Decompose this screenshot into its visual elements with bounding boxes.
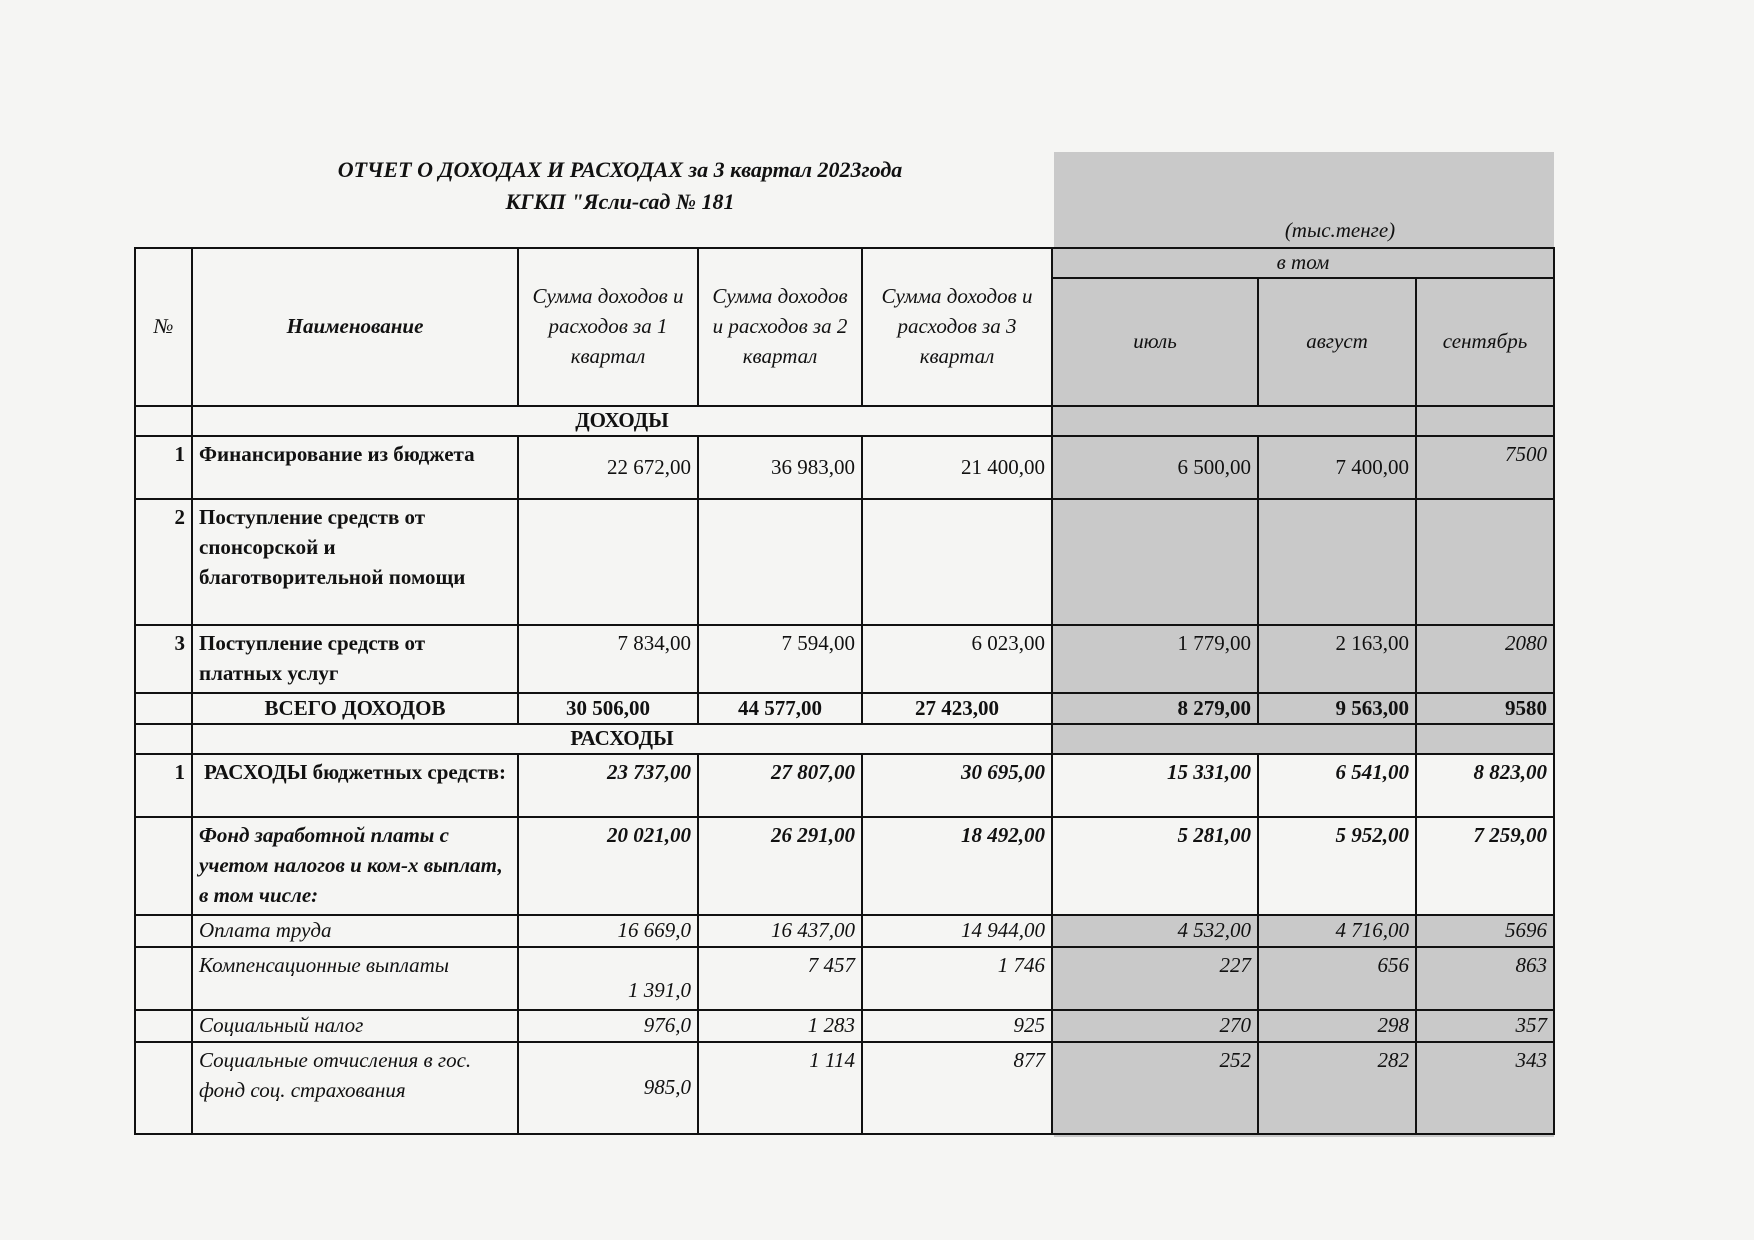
table-cell: 16 437,00 bbox=[698, 915, 862, 947]
header-name: Наименование bbox=[192, 248, 518, 406]
table-cell bbox=[698, 499, 862, 625]
table-cell: 6 541,00 bbox=[1258, 754, 1416, 817]
table-cell: 5 281,00 bbox=[1052, 817, 1258, 914]
table-cell bbox=[135, 406, 192, 436]
unit-label: (тыс.тенге) bbox=[1284, 218, 1396, 242]
table-cell: 30 506,00 bbox=[518, 693, 698, 725]
table-cell: 282 bbox=[1258, 1042, 1416, 1134]
table-row bbox=[135, 947, 1554, 1010]
table-cell: 7 594,00 bbox=[698, 625, 862, 693]
header-q3: Сумма доходов и расходов за 3 квартал bbox=[862, 248, 1052, 406]
table-cell: Поступление средств от платных услуг bbox=[192, 625, 518, 693]
table-cell: 27 807,00 bbox=[698, 754, 862, 817]
table-cell: 5696 bbox=[1416, 915, 1554, 947]
table-cell: 44 577,00 bbox=[698, 693, 862, 725]
table-cell: 5 952,00 bbox=[1258, 817, 1416, 914]
table-cell bbox=[1052, 406, 1416, 436]
table-cell: 298 bbox=[1258, 1010, 1416, 1042]
table-cell: 2 bbox=[135, 499, 192, 625]
table-cell: 30 695,00 bbox=[862, 754, 1052, 817]
table-cell bbox=[1052, 724, 1416, 754]
table-cell bbox=[1052, 499, 1258, 625]
table-cell: 985,0 bbox=[518, 1042, 698, 1134]
table-cell: 7 457 bbox=[698, 947, 862, 1010]
table-cell: 227 bbox=[1052, 947, 1258, 1010]
table-cell: 4 532,00 bbox=[1052, 915, 1258, 947]
table-cell: Финансирование из бюджета bbox=[192, 436, 518, 499]
income-total-row bbox=[135, 693, 1554, 725]
table-cell: 16 669,0 bbox=[518, 915, 698, 947]
table-cell: 7 400,00 bbox=[1258, 436, 1416, 499]
table-cell: РАСХОДЫ бюджетных средств: bbox=[192, 754, 518, 817]
table-cell: 357 bbox=[1416, 1010, 1554, 1042]
table-row bbox=[135, 499, 1554, 625]
header-july: июль bbox=[1052, 278, 1258, 406]
table-row bbox=[135, 1042, 1554, 1134]
table-cell: 9 563,00 bbox=[1258, 693, 1416, 725]
table-cell bbox=[135, 1010, 192, 1042]
table-cell: ВСЕГО ДОХОДОВ bbox=[192, 693, 518, 725]
table-cell: 7500 bbox=[1416, 436, 1554, 499]
table-cell: 8 823,00 bbox=[1416, 754, 1554, 817]
income-section-title: ДОХОДЫ bbox=[192, 406, 1052, 436]
table-cell bbox=[135, 915, 192, 947]
table-cell: 1 779,00 bbox=[1052, 625, 1258, 693]
table-cell: 1 283 bbox=[698, 1010, 862, 1042]
table-cell: 877 bbox=[862, 1042, 1052, 1134]
table-cell bbox=[135, 947, 192, 1010]
table-cell bbox=[135, 817, 192, 914]
table-cell: 1 746 bbox=[862, 947, 1052, 1010]
table-cell: 1 bbox=[135, 754, 192, 817]
organization-name: КГКП "Ясли-сад № 181 bbox=[505, 189, 735, 214]
table-cell: 925 bbox=[862, 1010, 1052, 1042]
table-cell: 270 bbox=[1052, 1010, 1258, 1042]
table-cell: 343 bbox=[1416, 1042, 1554, 1134]
header-q1: Сумма доходов и расходов за 1 квартал bbox=[518, 248, 698, 406]
table-cell: 20 021,00 bbox=[518, 817, 698, 914]
table-cell bbox=[1258, 499, 1416, 625]
table-row bbox=[135, 817, 1554, 914]
table-row bbox=[135, 1010, 1554, 1042]
table-cell: 22 672,00 bbox=[518, 436, 698, 499]
header-num: № bbox=[135, 248, 192, 406]
table-row bbox=[135, 915, 1554, 947]
table-row bbox=[135, 436, 1554, 499]
table-cell: 21 400,00 bbox=[862, 436, 1052, 499]
table-cell: 6 023,00 bbox=[862, 625, 1052, 693]
table-row bbox=[135, 625, 1554, 693]
table-cell: 976,0 bbox=[518, 1010, 698, 1042]
table-cell: 2 163,00 bbox=[1258, 625, 1416, 693]
table-cell: 1 bbox=[135, 436, 192, 499]
table-cell: 863 bbox=[1416, 947, 1554, 1010]
table-cell: 8 279,00 bbox=[1052, 693, 1258, 725]
table-cell bbox=[135, 693, 192, 725]
table-cell: 6 500,00 bbox=[1052, 436, 1258, 499]
header-september: сентябрь bbox=[1416, 278, 1554, 406]
table-cell: 1 114 bbox=[698, 1042, 862, 1134]
report-title: ОТЧЕТ О ДОХОДАХ И РАСХОДАХ за 3 квартал 2023года bbox=[337, 157, 903, 182]
table-cell: 656 bbox=[1258, 947, 1416, 1010]
table-cell: 3 bbox=[135, 625, 192, 693]
expense-section-row bbox=[135, 724, 1554, 754]
table-cell: 15 331,00 bbox=[1052, 754, 1258, 817]
header-v-tom: в том bbox=[1052, 248, 1554, 278]
table-cell bbox=[135, 724, 192, 754]
table-cell: 27 423,00 bbox=[862, 693, 1052, 725]
table-cell bbox=[518, 499, 698, 625]
table-cell: Оплата труда bbox=[192, 915, 518, 947]
table-cell bbox=[862, 499, 1052, 625]
table-cell: 7 259,00 bbox=[1416, 817, 1554, 914]
table-cell: Поступление средств от спонсорской и благотворительной помощи bbox=[192, 499, 518, 625]
table-cell bbox=[1416, 499, 1554, 625]
table-cell: 23 737,00 bbox=[518, 754, 698, 817]
expense-section-title: РАСХОДЫ bbox=[192, 724, 1052, 754]
table-cell: Компенсационные выплаты bbox=[192, 947, 518, 1010]
table-cell: 2080 bbox=[1416, 625, 1554, 693]
header-q2: Сумма доходов и расходов за 2 квартал bbox=[698, 248, 862, 406]
table-cell: 1 391,0 bbox=[518, 947, 698, 1010]
table-cell: 26 291,00 bbox=[698, 817, 862, 914]
table-cell: 18 492,00 bbox=[862, 817, 1052, 914]
table-row bbox=[135, 754, 1554, 817]
table-cell bbox=[1416, 724, 1554, 754]
income-expense-table bbox=[134, 247, 1555, 1135]
income-section-row bbox=[135, 406, 1554, 436]
table-cell: 36 983,00 bbox=[698, 436, 862, 499]
table-cell: 4 716,00 bbox=[1258, 915, 1416, 947]
table-cell: 14 944,00 bbox=[862, 915, 1052, 947]
table-cell: 9580 bbox=[1416, 693, 1554, 725]
table-cell: Социальный налог bbox=[192, 1010, 518, 1042]
table-cell bbox=[1416, 406, 1554, 436]
table-cell bbox=[135, 1042, 192, 1134]
table-cell: Фонд заработной платы с учетом налогов и ком-х выплат, в том числе: bbox=[192, 817, 518, 914]
header-august: август bbox=[1258, 278, 1416, 406]
table-cell: 252 bbox=[1052, 1042, 1258, 1134]
table-cell: Социальные отчисления в гос. фонд соц. страхования bbox=[192, 1042, 518, 1134]
table-cell: 7 834,00 bbox=[518, 625, 698, 693]
